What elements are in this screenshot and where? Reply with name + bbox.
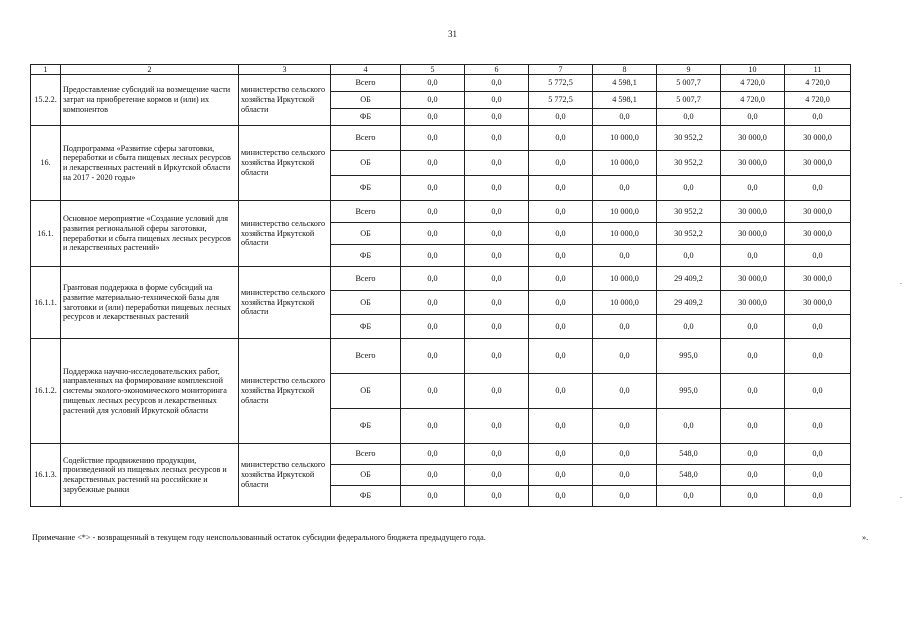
value-cell: 0,0 [593, 339, 657, 374]
value-cell: 5 007,7 [657, 92, 721, 109]
page-number: 31 [448, 29, 457, 39]
funding-source: Всего [331, 126, 401, 151]
value-cell: 0,0 [657, 176, 721, 201]
value-cell: 10 000,0 [593, 223, 657, 245]
value-cell: 0,0 [593, 315, 657, 339]
value-cell: 0,0 [657, 315, 721, 339]
value-cell: 0,0 [465, 151, 529, 176]
value-cell: 0,0 [401, 223, 465, 245]
value-cell: 0,0 [721, 486, 785, 507]
value-cell: 0,0 [785, 245, 851, 267]
item-number: 16.1.1. [31, 267, 61, 339]
value-cell: 4 720,0 [721, 75, 785, 92]
value-cell: 0,0 [401, 486, 465, 507]
value-cell: 10 000,0 [593, 291, 657, 315]
value-cell: 30 952,2 [657, 223, 721, 245]
item-name: Содействие продвижению продукции, произведенной из пищевых лесных ресурсов и лекарственных растений на российские и зарубежные рынки [61, 444, 239, 507]
value-cell: 10 000,0 [593, 151, 657, 176]
value-cell: 0,0 [465, 201, 529, 223]
value-cell: 0,0 [529, 109, 593, 126]
table-row [31, 339, 851, 374]
value-cell: 30 000,0 [785, 126, 851, 151]
budget-table [30, 64, 851, 507]
column-header: 6 [465, 65, 529, 75]
value-cell: 30 952,2 [657, 126, 721, 151]
value-cell: 30 000,0 [721, 151, 785, 176]
item-executor: министерство сельского хозяйства Иркутской области [239, 339, 331, 444]
value-cell: 0,0 [657, 409, 721, 444]
value-cell: 30 952,2 [657, 201, 721, 223]
value-cell: 0,0 [465, 444, 529, 465]
item-number: 16.1. [31, 201, 61, 267]
scan-mark [900, 283, 902, 284]
value-cell: 0,0 [529, 465, 593, 486]
column-header: 3 [239, 65, 331, 75]
value-cell: 0,0 [721, 109, 785, 126]
value-cell: 0,0 [465, 109, 529, 126]
value-cell: 0,0 [401, 109, 465, 126]
value-cell: 0,0 [721, 374, 785, 409]
footnote-closing-quote: ». [862, 533, 869, 542]
value-cell: 0,0 [401, 176, 465, 201]
table-row [31, 126, 851, 151]
column-header: 10 [721, 65, 785, 75]
funding-source: Всего [331, 75, 401, 92]
value-cell: 0,0 [721, 444, 785, 465]
item-executor: министерство сельского хозяйства Иркутской области [239, 201, 331, 267]
value-cell: 0,0 [465, 291, 529, 315]
value-cell: 0,0 [401, 444, 465, 465]
value-cell: 0,0 [401, 315, 465, 339]
value-cell: 0,0 [593, 109, 657, 126]
value-cell: 0,0 [529, 486, 593, 507]
value-cell: 0,0 [721, 465, 785, 486]
value-cell: 30 000,0 [721, 223, 785, 245]
value-cell: 0,0 [465, 315, 529, 339]
value-cell: 0,0 [401, 75, 465, 92]
value-cell: 0,0 [401, 126, 465, 151]
item-name: Грантовая поддержка в форме субсидий на развитие материально-технической базы для заготовки и (или) переработки пищевых лесных ресурсов и лекарственных растений [61, 267, 239, 339]
footnote: Примечание <*> - возвращенный в текущем году неиспользованный остаток субсидии федерального бюджета предыдущего года. [32, 533, 486, 542]
funding-source: ОБ [331, 465, 401, 486]
funding-source: ФБ [331, 109, 401, 126]
column-header: 11 [785, 65, 851, 75]
column-header: 4 [331, 65, 401, 75]
value-cell: 0,0 [785, 374, 851, 409]
value-cell: 0,0 [465, 223, 529, 245]
value-cell: 0,0 [465, 267, 529, 291]
value-cell: 0,0 [721, 409, 785, 444]
value-cell: 10 000,0 [593, 267, 657, 291]
value-cell: 0,0 [529, 444, 593, 465]
column-header: 5 [401, 65, 465, 75]
value-cell: 4 598,1 [593, 92, 657, 109]
value-cell: 0,0 [465, 465, 529, 486]
value-cell: 5 772,5 [529, 92, 593, 109]
funding-source: Всего [331, 339, 401, 374]
value-cell: 10 000,0 [593, 201, 657, 223]
value-cell: 29 409,2 [657, 291, 721, 315]
value-cell: 5 007,7 [657, 75, 721, 92]
value-cell: 0,0 [721, 176, 785, 201]
scan-mark [900, 497, 902, 498]
value-cell: 0,0 [529, 374, 593, 409]
value-cell: 0,0 [465, 409, 529, 444]
value-cell: 0,0 [529, 126, 593, 151]
value-cell: 0,0 [401, 374, 465, 409]
value-cell: 4 720,0 [785, 75, 851, 92]
value-cell: 0,0 [401, 245, 465, 267]
item-executor: министерство сельского хозяйства Иркутской области [239, 75, 331, 126]
funding-source: ОБ [331, 374, 401, 409]
value-cell: 4 720,0 [721, 92, 785, 109]
value-cell: 30 000,0 [785, 291, 851, 315]
value-cell: 0,0 [593, 465, 657, 486]
value-cell: 0,0 [465, 486, 529, 507]
value-cell: 30 000,0 [785, 201, 851, 223]
funding-source: ОБ [331, 151, 401, 176]
value-cell: 0,0 [529, 409, 593, 444]
funding-source: Всего [331, 201, 401, 223]
value-cell: 0,0 [657, 245, 721, 267]
value-cell: 0,0 [465, 245, 529, 267]
header-row [31, 65, 851, 75]
value-cell: 0,0 [529, 339, 593, 374]
value-cell: 30 000,0 [721, 201, 785, 223]
value-cell: 5 772,5 [529, 75, 593, 92]
value-cell: 0,0 [401, 267, 465, 291]
value-cell: 0,0 [529, 201, 593, 223]
value-cell: 0,0 [465, 92, 529, 109]
value-cell: 995,0 [657, 374, 721, 409]
value-cell: 0,0 [529, 223, 593, 245]
column-header: 9 [657, 65, 721, 75]
value-cell: 0,0 [529, 291, 593, 315]
item-number: 16.1.3. [31, 444, 61, 507]
item-name: Подпрограмма «Развитие сферы заготовки, переработки и сбыта пищевых лесных ресурсов и лекарственных растений в Иркутской области на 2017 - 2020 годы» [61, 126, 239, 201]
value-cell: 0,0 [593, 374, 657, 409]
value-cell: 0,0 [721, 315, 785, 339]
value-cell: 0,0 [785, 315, 851, 339]
item-name: Предоставление субсидий на возмещение части затрат на приобретение кормов и (или) их компонентов [61, 75, 239, 126]
item-number: 16.1.2. [31, 339, 61, 444]
funding-source: Всего [331, 444, 401, 465]
item-executor: министерство сельского хозяйства Иркутской области [239, 267, 331, 339]
value-cell: 30 000,0 [721, 291, 785, 315]
value-cell: 0,0 [657, 486, 721, 507]
table-row [31, 201, 851, 223]
column-header: 2 [61, 65, 239, 75]
table-row [31, 267, 851, 291]
value-cell: 0,0 [785, 176, 851, 201]
value-cell: 0,0 [465, 374, 529, 409]
value-cell: 30 000,0 [785, 151, 851, 176]
funding-source: ФБ [331, 315, 401, 339]
value-cell: 0,0 [465, 339, 529, 374]
value-cell: 0,0 [529, 176, 593, 201]
value-cell: 0,0 [401, 201, 465, 223]
funding-source: Всего [331, 267, 401, 291]
value-cell: 4 720,0 [785, 92, 851, 109]
funding-source: ОБ [331, 223, 401, 245]
value-cell: 0,0 [785, 409, 851, 444]
value-cell: 30 000,0 [721, 267, 785, 291]
item-executor: министерство сельского хозяйства Иркутской области [239, 444, 331, 507]
value-cell: 0,0 [529, 315, 593, 339]
value-cell: 0,0 [593, 245, 657, 267]
table-body [31, 65, 851, 507]
funding-source: ФБ [331, 486, 401, 507]
item-number: 15.2.2. [31, 75, 61, 126]
value-cell: 0,0 [465, 75, 529, 92]
value-cell: 0,0 [785, 444, 851, 465]
value-cell: 0,0 [465, 176, 529, 201]
value-cell: 30 000,0 [785, 223, 851, 245]
funding-source: ОБ [331, 291, 401, 315]
funding-source: ОБ [331, 92, 401, 109]
value-cell: 0,0 [593, 444, 657, 465]
value-cell: 0,0 [721, 245, 785, 267]
value-cell: 0,0 [401, 291, 465, 315]
value-cell: 30 952,2 [657, 151, 721, 176]
funding-source: ФБ [331, 176, 401, 201]
funding-source: ФБ [331, 245, 401, 267]
value-cell: 0,0 [785, 339, 851, 374]
value-cell: 0,0 [529, 151, 593, 176]
value-cell: 29 409,2 [657, 267, 721, 291]
value-cell: 4 598,1 [593, 75, 657, 92]
value-cell: 548,0 [657, 465, 721, 486]
value-cell: 995,0 [657, 339, 721, 374]
item-name: Основное мероприятие «Создание условий для развития региональной сферы заготовки, переработки и сбыта пищевых лесных ресурсов и лекарственных растений» [61, 201, 239, 267]
value-cell: 0,0 [529, 245, 593, 267]
value-cell: 0,0 [721, 339, 785, 374]
value-cell: 0,0 [465, 126, 529, 151]
value-cell: 0,0 [401, 339, 465, 374]
value-cell: 0,0 [401, 409, 465, 444]
item-number: 16. [31, 126, 61, 201]
column-header: 8 [593, 65, 657, 75]
value-cell: 0,0 [785, 486, 851, 507]
value-cell: 10 000,0 [593, 126, 657, 151]
value-cell: 0,0 [401, 151, 465, 176]
item-name: Поддержка научно-исследовательских работ, направленных на формирование комплексной системы эколого-экономического мониторинга пищевых лесных ресурсов и лекарственных растений для условий Иркутской области [61, 339, 239, 444]
item-executor: министерство сельского хозяйства Иркутской области [239, 126, 331, 201]
value-cell: 0,0 [785, 109, 851, 126]
funding-source: ФБ [331, 409, 401, 444]
value-cell: 0,0 [785, 465, 851, 486]
table-row [31, 75, 851, 92]
value-cell: 0,0 [593, 176, 657, 201]
column-header: 1 [31, 65, 61, 75]
value-cell: 548,0 [657, 444, 721, 465]
value-cell: 30 000,0 [785, 267, 851, 291]
column-header: 7 [529, 65, 593, 75]
table-row [31, 444, 851, 465]
value-cell: 0,0 [657, 109, 721, 126]
value-cell: 30 000,0 [721, 126, 785, 151]
value-cell: 0,0 [593, 486, 657, 507]
value-cell: 0,0 [529, 267, 593, 291]
value-cell: 0,0 [401, 92, 465, 109]
value-cell: 0,0 [401, 465, 465, 486]
value-cell: 0,0 [593, 409, 657, 444]
